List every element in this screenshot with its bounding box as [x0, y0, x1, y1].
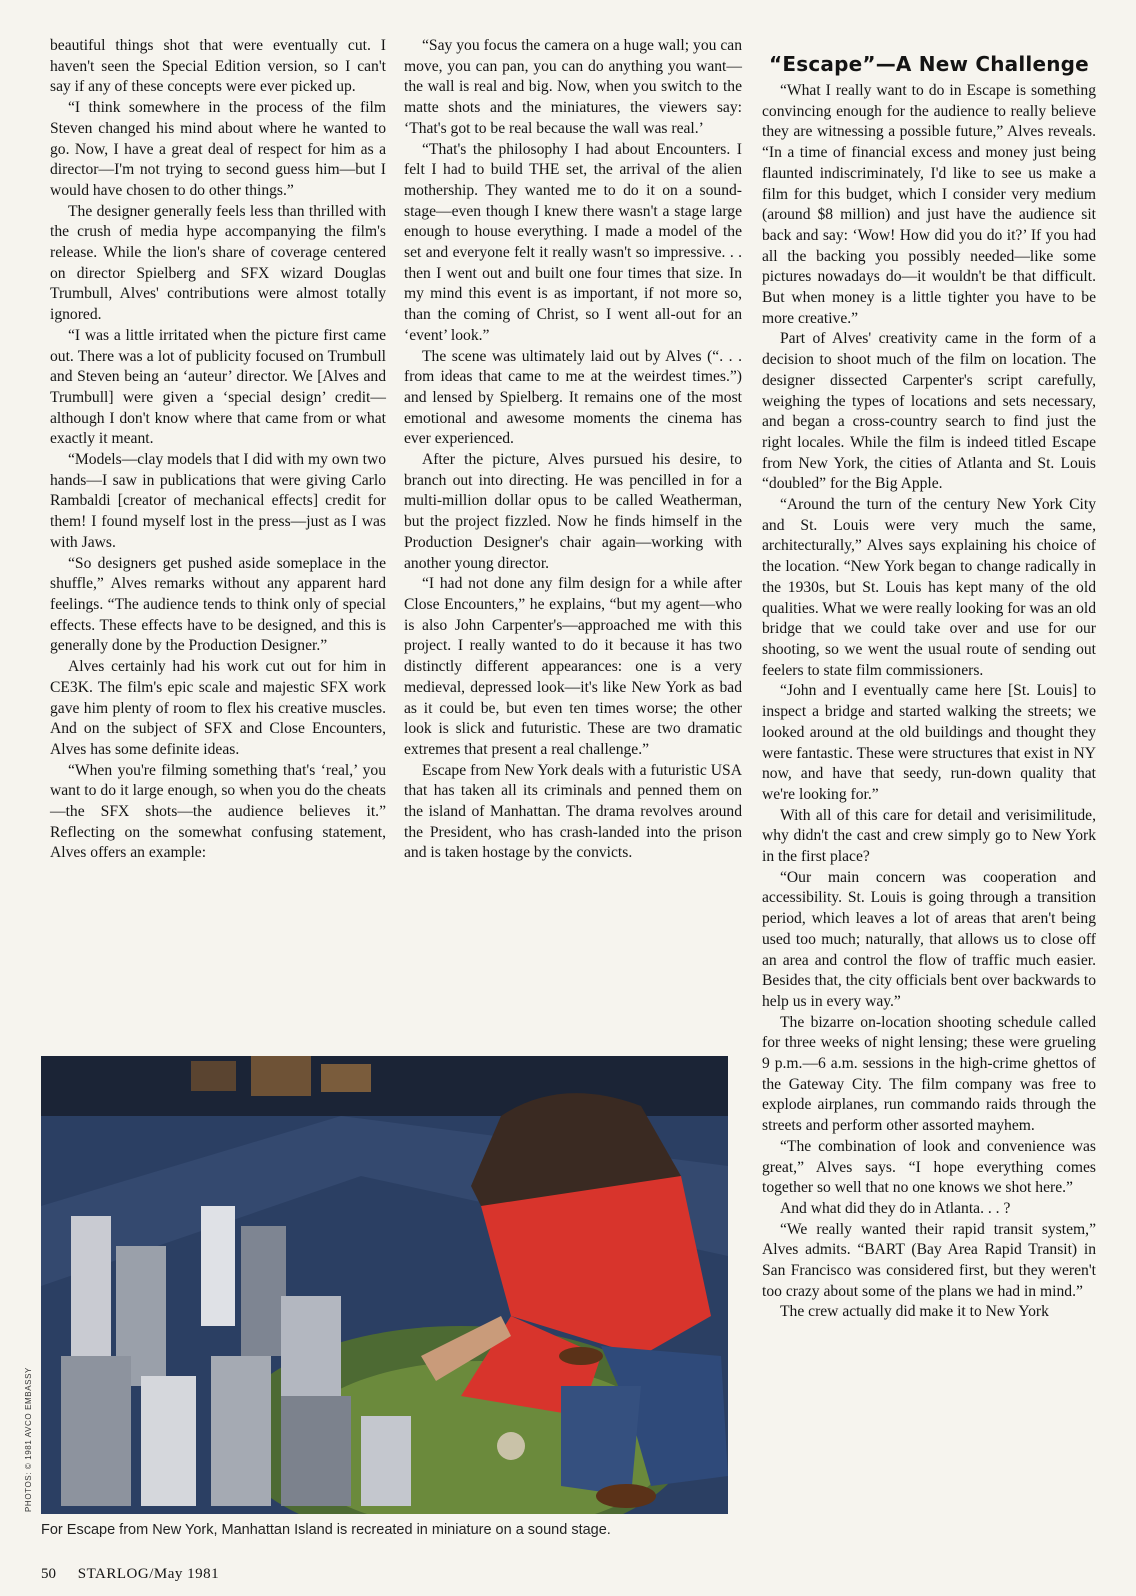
page-number: 50 [41, 1566, 56, 1582]
paragraph: “I think somewhere in the process of the film Steven changed his mind about where he wanted to go. Now, I have a great deal of respect for him as a director—I'm not trying to second guess him—but I would have chosen to do other things.” [50, 99, 386, 199]
paragraph: With all of this care for detail and verisimilitude, why didn't the cast and crew simply go to New York in the first place? [762, 806, 1096, 866]
article-column-3 [762, 54, 1096, 1323]
paragraph: “John and I eventually came here [St. Louis] to inspect a bridge and started walking the streets; we looked around at the old buildings and thought they were fantastic. These were structures that exist in NY now, and have that seedy, run-down quality that we're looking for.” [762, 682, 1096, 803]
paragraph: The bizarre on-location shooting schedule called for three weeks of night lensing; these were grueling 9 p.m.—6 a.m. sessions in the high-crime ghettos of the Gateway City. The film company was free to explode airplanes, run commando raids through the streets and perform other assorted mayhem. [762, 1013, 1096, 1135]
paragraph: “Our main concern was cooperation and accessibility. St. Louis is going through a transition period, which leaves a lot of areas that aren't being used too much; naturally, that allows us to close off an area and control the flow of traffic much easier. Besides that, the city officials bent over backwards to help us in every way.” [762, 868, 1096, 1010]
paragraph: Escape from New York deals with a futuristic USA that has taken all its criminals and penned them on the island of Manhattan. The drama revolves around the President, who has crash-landed into the prison and is taken hostage by the convicts. [404, 761, 742, 862]
paragraph: “The combination of look and convenience was great,” Alves says. “I hope everything comes together so well that no one knows we shot here.” [762, 1137, 1096, 1197]
paragraph: “Say you focus the camera on a huge wall; you can move, you can pan, you can do anything you want—the wall is real and big. Now, when you switch to the matte shots and the miniatures, the viewers say: ‘That's got to be real because the wall was real.’ [404, 37, 742, 137]
photo-credit: PHOTOS: © 1981 AVCO EMBASSY [24, 1367, 33, 1512]
paragraph: And what did they do in Atlanta. . . ? [780, 1199, 1011, 1217]
article-column-2 [404, 36, 742, 864]
magazine-issue: STARLOG/May 1981 [77, 1566, 220, 1582]
paragraph: Alves certainly had his work cut out for him in CE3K. The film's epic scale and majestic SFX work gave him plenty of room to flex his creative muscles. And on the subject of SFX and Close Encounters, Alves has some definite ideas. [50, 658, 386, 758]
article-photo [41, 1056, 728, 1514]
paragraph: “We really wanted their rapid transit system,” Alves admits. “BART (Bay Area Rapid Transit) in San Francisco was considered first, but they weren't too crazy about some of the plans we had in mind.” [762, 1220, 1096, 1300]
paragraph: beautiful things shot that were eventually cut. I haven't seen the Special Edition version, so I can't say if any of these concepts were ever picked up. [50, 37, 386, 96]
paragraph: The scene was ultimately laid out by Alves (“. . . from ideas that came to me at the weirdest times.”) and lensed by Spielberg. It remains one of the most emotional and awesome moments the cinema has ever experienced. [404, 347, 742, 448]
paragraph: “Models—clay models that I did with my own two hands—I saw in publications that were giving Carlo Rambaldi [creator of mechanical effects] credit for them! I found myself lost in the press—just as I was with Jaws. [50, 451, 386, 551]
paragraph: After the picture, Alves pursued his desire, to branch out into directing. He was pencilled in for a multi-million dollar opus to be called Weatherman, but the project fizzled. Now he finds himself in the Production Designer's chair again—working with another young director. [404, 451, 742, 572]
paragraph: “I was a little irritated when the picture first came out. There was a lot of publicity focused on Trumbull and Steven being an ‘auteur’ director. We [Alves and Trumbull] were given a ‘special design’ credit—although I don't know where that came from or what exactly it meant. [50, 326, 386, 448]
paragraph: “That's the philosophy I had about Encounters. I felt I had to build THE set, the arrival of the alien mothership. They wanted me to do it on a sound-stage—even though I knew there wasn't a stage large enough to house everything. I made a model of the set and everyone felt it really wasn't so impressive. . . then I went out and built one four times that size. In my mind this event is as important, if not more so, than the coming of Christ, so I went all-out for an ‘event’ look.” [404, 140, 742, 344]
paragraph: “When you're filming something that's ‘real,’ you want to do it large enough, so when you do the cheats—the SFX shots—the audience believes it.” Reflecting on the somewhat confusing statement, Alves offers an example: [50, 761, 386, 862]
miniature-manhattan-illustration [41, 1056, 728, 1514]
paragraph: “So designers get pushed aside someplace in the shuffle,” Alves remarks without any apparent hard feelings. “The audience tends to think only of special effects. These effects have to be designed, and this is generally done by the Production Designer.” [50, 554, 386, 655]
paragraph: “Around the turn of the century New York City and St. Louis were very much the same, architecturally,” Alves says explaining his choice of the location. “New York began to change radically in the 1930s, but St. Louis has kept many of the old qualities. What we were really looking for was an old bridge that we could take over and use for our shooting, so we went the usual route of sending out feelers to state film commissioners. [762, 496, 1097, 679]
paragraph: “I had not done any film design for a while after Close Encounters,” he explains, “but my agent—who is also John Carpenter's—approached me with this project. I really wanted to do it because it has two distinctly different appearances: one is a very medieval, depressed look—it's like New York as bad as it could be, but even ten times worse; the other look is slick and futuristic. These are two dramatic extremes that present a real challenge.” [404, 575, 742, 758]
page-footer [41, 1566, 219, 1583]
section-heading: “Escape”—A New Challenge [769, 52, 1089, 76]
paragraph: “What I really want to do in Escape is something convincing enough for the audience to really believe they are witnessing a possible future,” Alves reveals. “In a time of financial excess and money just being flaunted indiscriminately, I'd like to see us make a film for this budget, which I consider very medium (around $8 million) and just have the audience sit back and say: ‘Wow! How did you do it?’ If you had all the backing you possibly needed—like some pictures nowadays do—it wouldn't be that difficult. But when money is a little tighter you have to be more creative.” [762, 82, 1096, 327]
article-column-1 [50, 36, 386, 864]
paragraph: The crew actually did make it to New York [780, 1303, 1049, 1321]
paragraph: Part of Alves' creativity came in the form of a decision to shoot much of the film on location. The designer dissected Carpenter's script carefully, weighing the types of locations and sets necessary, and began a cross-country search to find just the right locales. While the film is indeed titled Escape from New York, the cities of Atlanta and St. Louis “doubled” for the Big Apple. [762, 330, 1096, 493]
photo-caption: For Escape from New York, Manhattan Island is recreated in miniature on a sound stage. [41, 1522, 611, 1538]
paragraph: The designer generally feels less than thrilled with the crush of media hype accompanying the film's release. While the lion's share of coverage centered on director Spielberg and SFX wizard Douglas Trumbull, Alves' contributions were almost totally ignored. [50, 202, 386, 324]
